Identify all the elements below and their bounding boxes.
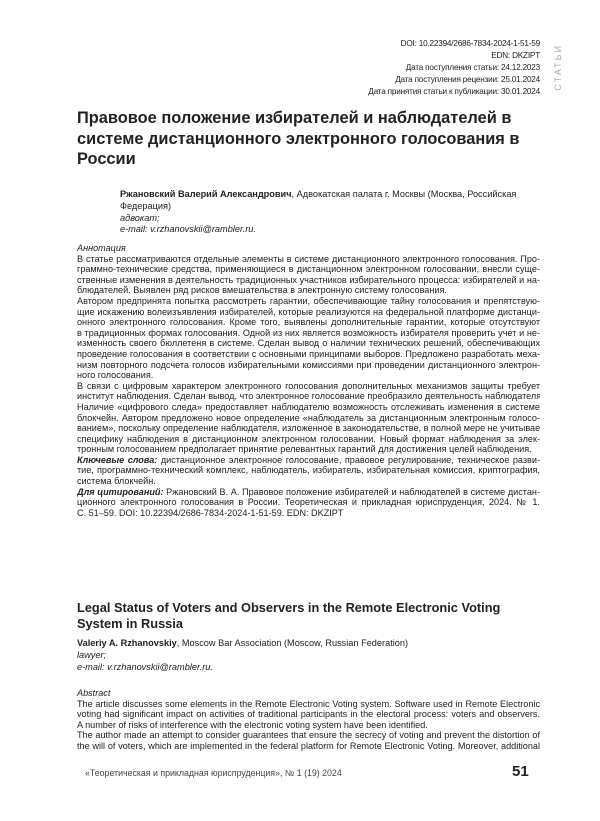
text-line: низм повторного подсчета голосов избирательными комиссиями при проведении дистанционного электрон- — [77, 360, 540, 371]
annotation — [77, 243, 540, 518]
text-line: Для цитирований: Ржановский В. А. Правовое положение избирателей и наблюдателей в системе дистан- — [77, 487, 540, 498]
en-author-role: lawyer; — [77, 650, 497, 662]
text-line: С. 51–59. DOI: 10.22394/2686-7834-2024-1-51-59. EDN: DKZIPT — [77, 508, 540, 519]
text-line: Ключевые слова: дистанционное электронное голосование, правовое регулирование, техническое разви- — [77, 455, 540, 466]
citation — [77, 487, 540, 519]
text-line: ственные изменения в деятельность традиционных участников избирательного процесса: избирателей и на- — [77, 275, 540, 286]
text-line: проведение голосования в соответствии с основными принципами выборов. Предложено разработать меха- — [77, 349, 540, 360]
inline-label: Для цитирований: — [77, 487, 164, 497]
article-meta — [368, 38, 540, 98]
text-line: блюдателей. Выявлен ряд рисков вмешательства в электронную систему голосования. — [77, 285, 540, 296]
abstract — [77, 688, 540, 752]
text-line: The author made an attempt to consider guarantees that ensure the secrecy of voting and prevent the distortion of — [77, 730, 540, 741]
text-line: the will of voters, which are implemented in the federal platform for Remote Electronic Voting. Moreover, additional — [77, 741, 540, 752]
journal-footer: «Теоретическая и прикладная юриспруденция», № 1 (19) 2024 — [85, 768, 342, 778]
keywords — [77, 455, 540, 487]
text-line: ционного электронного голосования в России. Теоретическая и прикладная юриспруденция, 2024. № 1. — [77, 497, 540, 508]
text-line: voting had significant impact on activities of traditional participants in the electoral process: voters and observers. — [77, 709, 540, 720]
text-line: A number of risks of interference with the electronic voting system have been identified. — [77, 720, 540, 731]
text-line: изменность своего бюллетеня в системе. Сделан вывод о наличии технических решений, обеспечивающих — [77, 338, 540, 349]
text-line: В связи с цифровым характером электронного голосования дополнительных механизмов защиты требует — [77, 381, 540, 392]
text-line: граммно-технические средства, применяющиеся в дистанционном электронном голосовании, внесли суще- — [77, 264, 540, 275]
text-line: в традиционных формах голосования. Одной из них является возможность избирателя проверить учет и не- — [77, 328, 540, 339]
text-line: тие, программно-технический комплекс, наблюдатель, избиратель, избирательная комиссия, криптография, — [77, 465, 540, 476]
text-line: ванием», поскольку определение наблюдателя, изложенное в законодательстве, в полной мере не учитывает — [77, 423, 540, 434]
english-title: Legal Status of Voters and Observers in the Remote Electronic Voting System in Russia — [77, 600, 547, 632]
text-line: Наличие «цифрового следа» предоставляет наблюдателю возможность отслеживать изменения в системе — [77, 402, 540, 413]
text-line: Автором предпринята попытка рассмотреть гарантии, обеспечивающие тайну голосования и препятствую- — [77, 296, 540, 307]
author-role: адвокат; — [120, 213, 540, 225]
author-affiliation: , Адвокатская палата г. Москвы (Москва, Российская Федерация) — [120, 189, 516, 211]
page-number: 51 — [512, 763, 529, 780]
text-line: онного электронного голосования. Кроме того, выявлены дополнительные гарантии, которые отсутствуют — [77, 317, 540, 328]
en-author-name: Valeriy A. Rzhanovskiy — [77, 638, 177, 648]
article-title: Правовое положение избирателей и наблюдателей в системе дистанционного электронного голосования в России — [77, 108, 537, 170]
text-line: ного голосования. — [77, 370, 540, 381]
section-label: СТАТЬИ — [553, 44, 563, 91]
english-author-block — [77, 638, 497, 673]
abstract-text — [77, 699, 540, 752]
text-line: тронным голосованием предполагает принятие релевантных гарантий для достижения целей наблюдения. — [77, 444, 540, 455]
accepted-date: Дата принятия статьи к публикации: 30.01.2024 — [368, 86, 540, 98]
annotation-label: Аннотация — [77, 243, 540, 254]
review-date: Дата поступления рецензии: 25.01.2024 — [368, 74, 540, 86]
edn: EDN: DKZIPT — [368, 50, 540, 62]
author-name: Ржановский Валерий Александрович — [120, 189, 292, 199]
text-line: щие искажению волеизъявления избирателей, которые реализуются на федеральной платформе дистанци- — [77, 307, 540, 318]
received-date: Дата поступления статьи: 24.12.2023 — [368, 62, 540, 74]
author-email[interactable]: e-mail: v.rzhanovskii@rambler.ru. — [120, 224, 540, 236]
document-page — [0, 0, 600, 821]
text-line: блокчейн. Автором предложено новое определение «наблюдатель за дистанционным электронным голосо- — [77, 413, 540, 424]
author-block — [120, 189, 540, 236]
en-author-affiliation: , Moscow Bar Association (Moscow, Russian Federation) — [177, 638, 408, 648]
text-line: институт наблюдения. Сделан вывод, что электронное голосование преобразило деятельность наблюдателя. — [77, 391, 540, 402]
doi: DOI: 10.22394/2686-7834-2024-1-51-59 — [368, 38, 540, 50]
text-line: специфику наблюдения в дистанционном электронном голосовании. Новый формат наблюдения за элек- — [77, 434, 540, 445]
text-line: В статье рассматриваются отдельные элементы в системе дистанционного электронного голосования. Про- — [77, 254, 540, 265]
text-line: The article discusses some elements in the Remote Electronic Voting system. Software used in Remote Electronic — [77, 699, 540, 710]
abstract-label: Abstract — [77, 688, 540, 699]
en-author-email[interactable]: e-mail: v.rzhanovskii@rambler.ru. — [77, 662, 497, 674]
inline-label: Ключевые слова: — [77, 455, 157, 465]
text-line: система блокчейн. — [77, 476, 540, 487]
annotation-text — [77, 254, 540, 455]
